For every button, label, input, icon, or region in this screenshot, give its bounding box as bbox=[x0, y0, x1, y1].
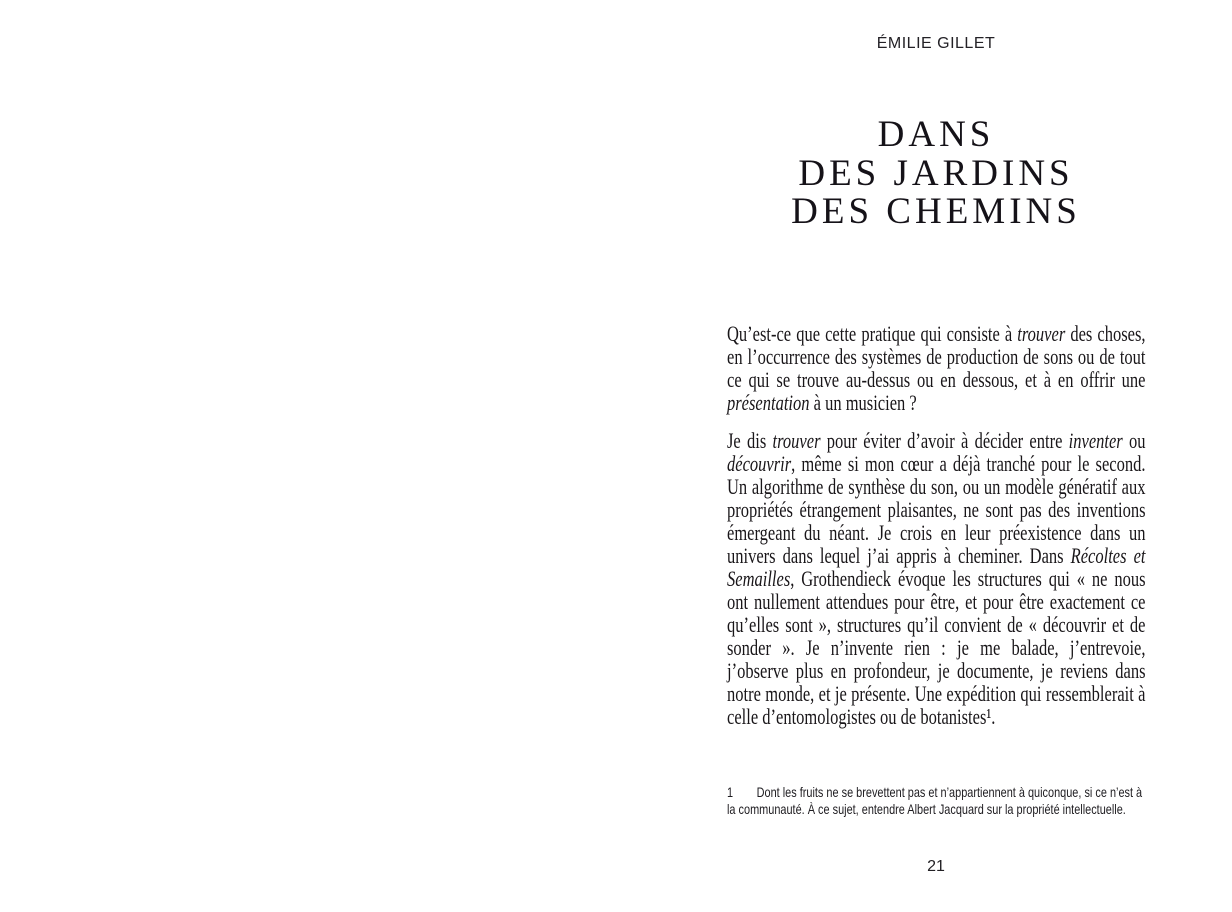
text-segment: , Grothendieck évoque les structures qui « ne nous ont nullement attendues pour être, et pour être exactement ce qu’elles sont », structures qu’il convient de « découvrir et de sonder ». Je n’invente rien : je me balade, j’entrevoie, j’observe plus en profondeur, je documente, je reviens dans notre monde, et je présente. Une expédition qui ressemblerait à celle d’entomologistes ou de botanistes¹. bbox=[727, 566, 1146, 729]
text-segment: Récoltes et Semailles bbox=[727, 543, 1146, 591]
author-header: ÉMILIE GILLET bbox=[876, 35, 996, 52]
footnote-text: Dont les fruits ne se brevettent pas et n’appartiennent à quiconque, si ce n’est à la communauté. À ce sujet, entendre Albert Jacquard sur la propriété intellectuelle. bbox=[727, 784, 1143, 817]
text-segment: pour éviter d’avoir à décider entre bbox=[820, 428, 1069, 453]
text-segment: à un musicien ? bbox=[809, 390, 917, 415]
text-segment: , même si mon cœur a déjà tranché pour le second. Un algorithme de synthèse du son, ou un modèle génératif aux propriétés étrangement plaisantes, ne sont pas des inventions émergeant du néant. Je crois en leur préexistence dans un univers dans lequel j’ai appris à cheminer. Dans bbox=[727, 451, 1146, 568]
chapter-title-line: DANS bbox=[877, 114, 995, 155]
chapter-title-line: DES JARDINS bbox=[798, 152, 1074, 194]
footnote bbox=[727, 784, 1145, 817]
text-segment: trouver bbox=[772, 428, 821, 453]
text-segment: des choses, en l’occurrence des systèmes de production de sons ou de tout ce qui se trouve au-dessus ou en dessous, et à en offrir une bbox=[727, 321, 1146, 392]
text-segment: trouver bbox=[1017, 321, 1066, 346]
text-segment: présentation bbox=[727, 390, 810, 415]
page-number: 21 bbox=[927, 858, 945, 875]
footnote-number: 1 bbox=[727, 784, 734, 800]
body-paragraph bbox=[727, 429, 1146, 728]
text-segment: ou bbox=[1122, 428, 1146, 453]
text-segment: Je dis bbox=[727, 428, 773, 453]
chapter-title bbox=[707, 116, 1165, 232]
text-segment: Qu’est-ce que cette pratique qui consiste à bbox=[727, 321, 1018, 346]
body-text bbox=[727, 322, 1146, 743]
chapter-title-line: DES CHEMINS bbox=[791, 191, 1081, 232]
text-segment: inventer bbox=[1068, 428, 1123, 453]
body-paragraph bbox=[727, 322, 1146, 414]
text-segment: découvrir bbox=[727, 451, 792, 476]
